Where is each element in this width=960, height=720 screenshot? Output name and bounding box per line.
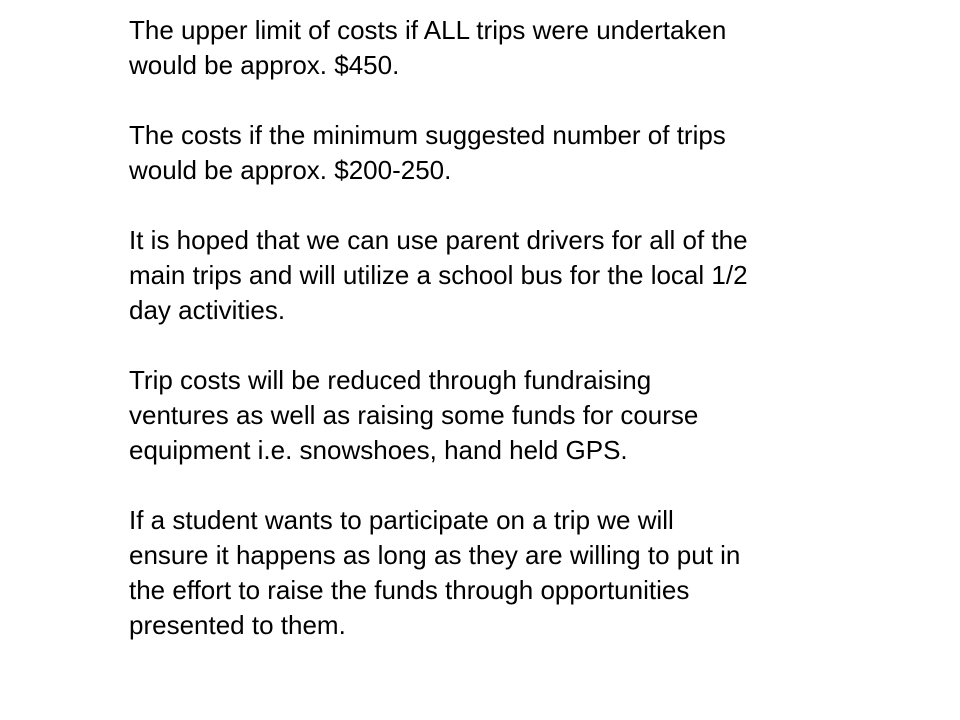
text-line: The upper limit of costs if ALL trips were undertaken	[129, 15, 727, 45]
text-line: The costs if the minimum suggested number of trips	[129, 120, 726, 150]
paragraph-minimum-cost	[129, 118, 929, 188]
text-line: would be approx. $200-250.	[129, 155, 452, 185]
paragraph-transportation	[129, 223, 929, 328]
text-line: It is hoped that we can use parent drivers for all of the	[129, 225, 748, 255]
text-line: If a student wants to participate on a trip we will	[129, 505, 674, 535]
text-line: would be approx. $450.	[129, 50, 400, 80]
text-line: ensure it happens as long as they are willing to put in	[129, 540, 741, 570]
text-line: equipment i.e. snowshoes, hand held GPS.	[129, 435, 628, 465]
text-line: Trip costs will be reduced through fundraising	[129, 365, 652, 395]
paragraph-upper-cost-limit	[129, 13, 929, 83]
text-line: day activities.	[129, 295, 286, 325]
text-line: main trips and will utilize a school bus for the local 1/2	[129, 260, 748, 290]
slide-text-body	[129, 13, 929, 643]
text-line: presented to them.	[129, 610, 346, 640]
text-line: the effort to raise the funds through opportunities	[129, 575, 690, 605]
text-line: ventures as well as raising some funds for course	[129, 400, 699, 430]
paragraph-fundraising	[129, 363, 929, 468]
paragraph-participation	[129, 503, 929, 643]
